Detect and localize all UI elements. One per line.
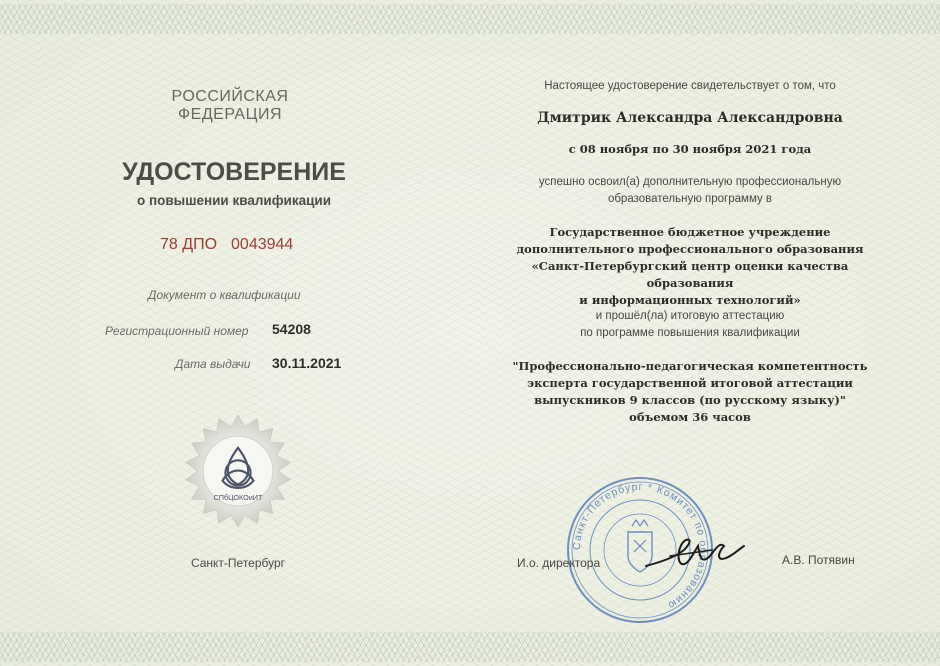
organization-line: дополнительного профессионального образования xyxy=(516,242,864,256)
program-title xyxy=(490,358,890,426)
issue-date: 30.11.2021 xyxy=(272,355,342,371)
program-line: выпускников 9 классов (по русскому языку)" xyxy=(534,393,846,407)
registration-label: Регистрационный номер xyxy=(105,324,249,338)
country-heading: РОССИЙСКАЯ ФЕДЕРАЦИЯ xyxy=(171,88,289,123)
series-code: 78 ДПО xyxy=(160,236,218,253)
program-line: "Профессионально-педагогическая компетентность xyxy=(512,359,868,373)
document-title: УДОСТОВЕРЕНИЕ xyxy=(122,158,346,186)
hologram-seal-icon xyxy=(180,413,296,529)
seal-text: СПбЦОКОиИТ xyxy=(213,493,263,502)
program-line: объемом 36 часов xyxy=(629,410,751,424)
program-line: эксперта государственной итоговой аттестации xyxy=(527,376,853,390)
mastered-line: образовательную программу в xyxy=(607,193,773,205)
director-name: А.В. Потявин xyxy=(782,553,855,567)
attestation-line: и прошёл(ла) итоговую аттестацию xyxy=(595,310,785,322)
document-label: Документ о квалификации xyxy=(148,288,301,302)
guilloche-border-bottom xyxy=(0,632,940,662)
holder-name: Дмитрик Александра Александровна xyxy=(537,110,843,126)
mastered-line: успешно освоил(а) дополнительную профессиональную xyxy=(538,176,842,188)
city-name: Санкт-Петербург xyxy=(190,556,286,570)
series-serial: 0043944 xyxy=(231,236,294,253)
guilloche-border-top xyxy=(0,4,940,34)
organization-name xyxy=(490,224,890,309)
registration-number: 54208 xyxy=(272,321,311,337)
signature-icon xyxy=(640,528,750,578)
attestation-text xyxy=(490,308,890,342)
issue-date-label: Дата выдачи xyxy=(175,357,251,371)
stamp-text: Санкт-Петербург * Комитет по образованию xyxy=(570,480,710,612)
director-label: И.о. директора xyxy=(517,556,601,570)
document-subtitle: о повышении квалификации xyxy=(136,193,332,208)
training-period: с 08 ноября по 30 ноября 2021 года xyxy=(568,142,812,156)
intro-text: Настоящее удостоверение свидетельствует о том, что xyxy=(544,80,836,92)
attestation-line: по программе повышения квалификации xyxy=(580,327,800,339)
organization-line: и информационных технологий» xyxy=(579,293,801,307)
organization-line: «Санкт-Петербургский центр оценки качества образования xyxy=(531,259,849,290)
organization-line: Государственное бюджетное учреждение xyxy=(549,225,831,239)
series-number xyxy=(160,236,293,254)
mastered-text xyxy=(490,174,890,208)
